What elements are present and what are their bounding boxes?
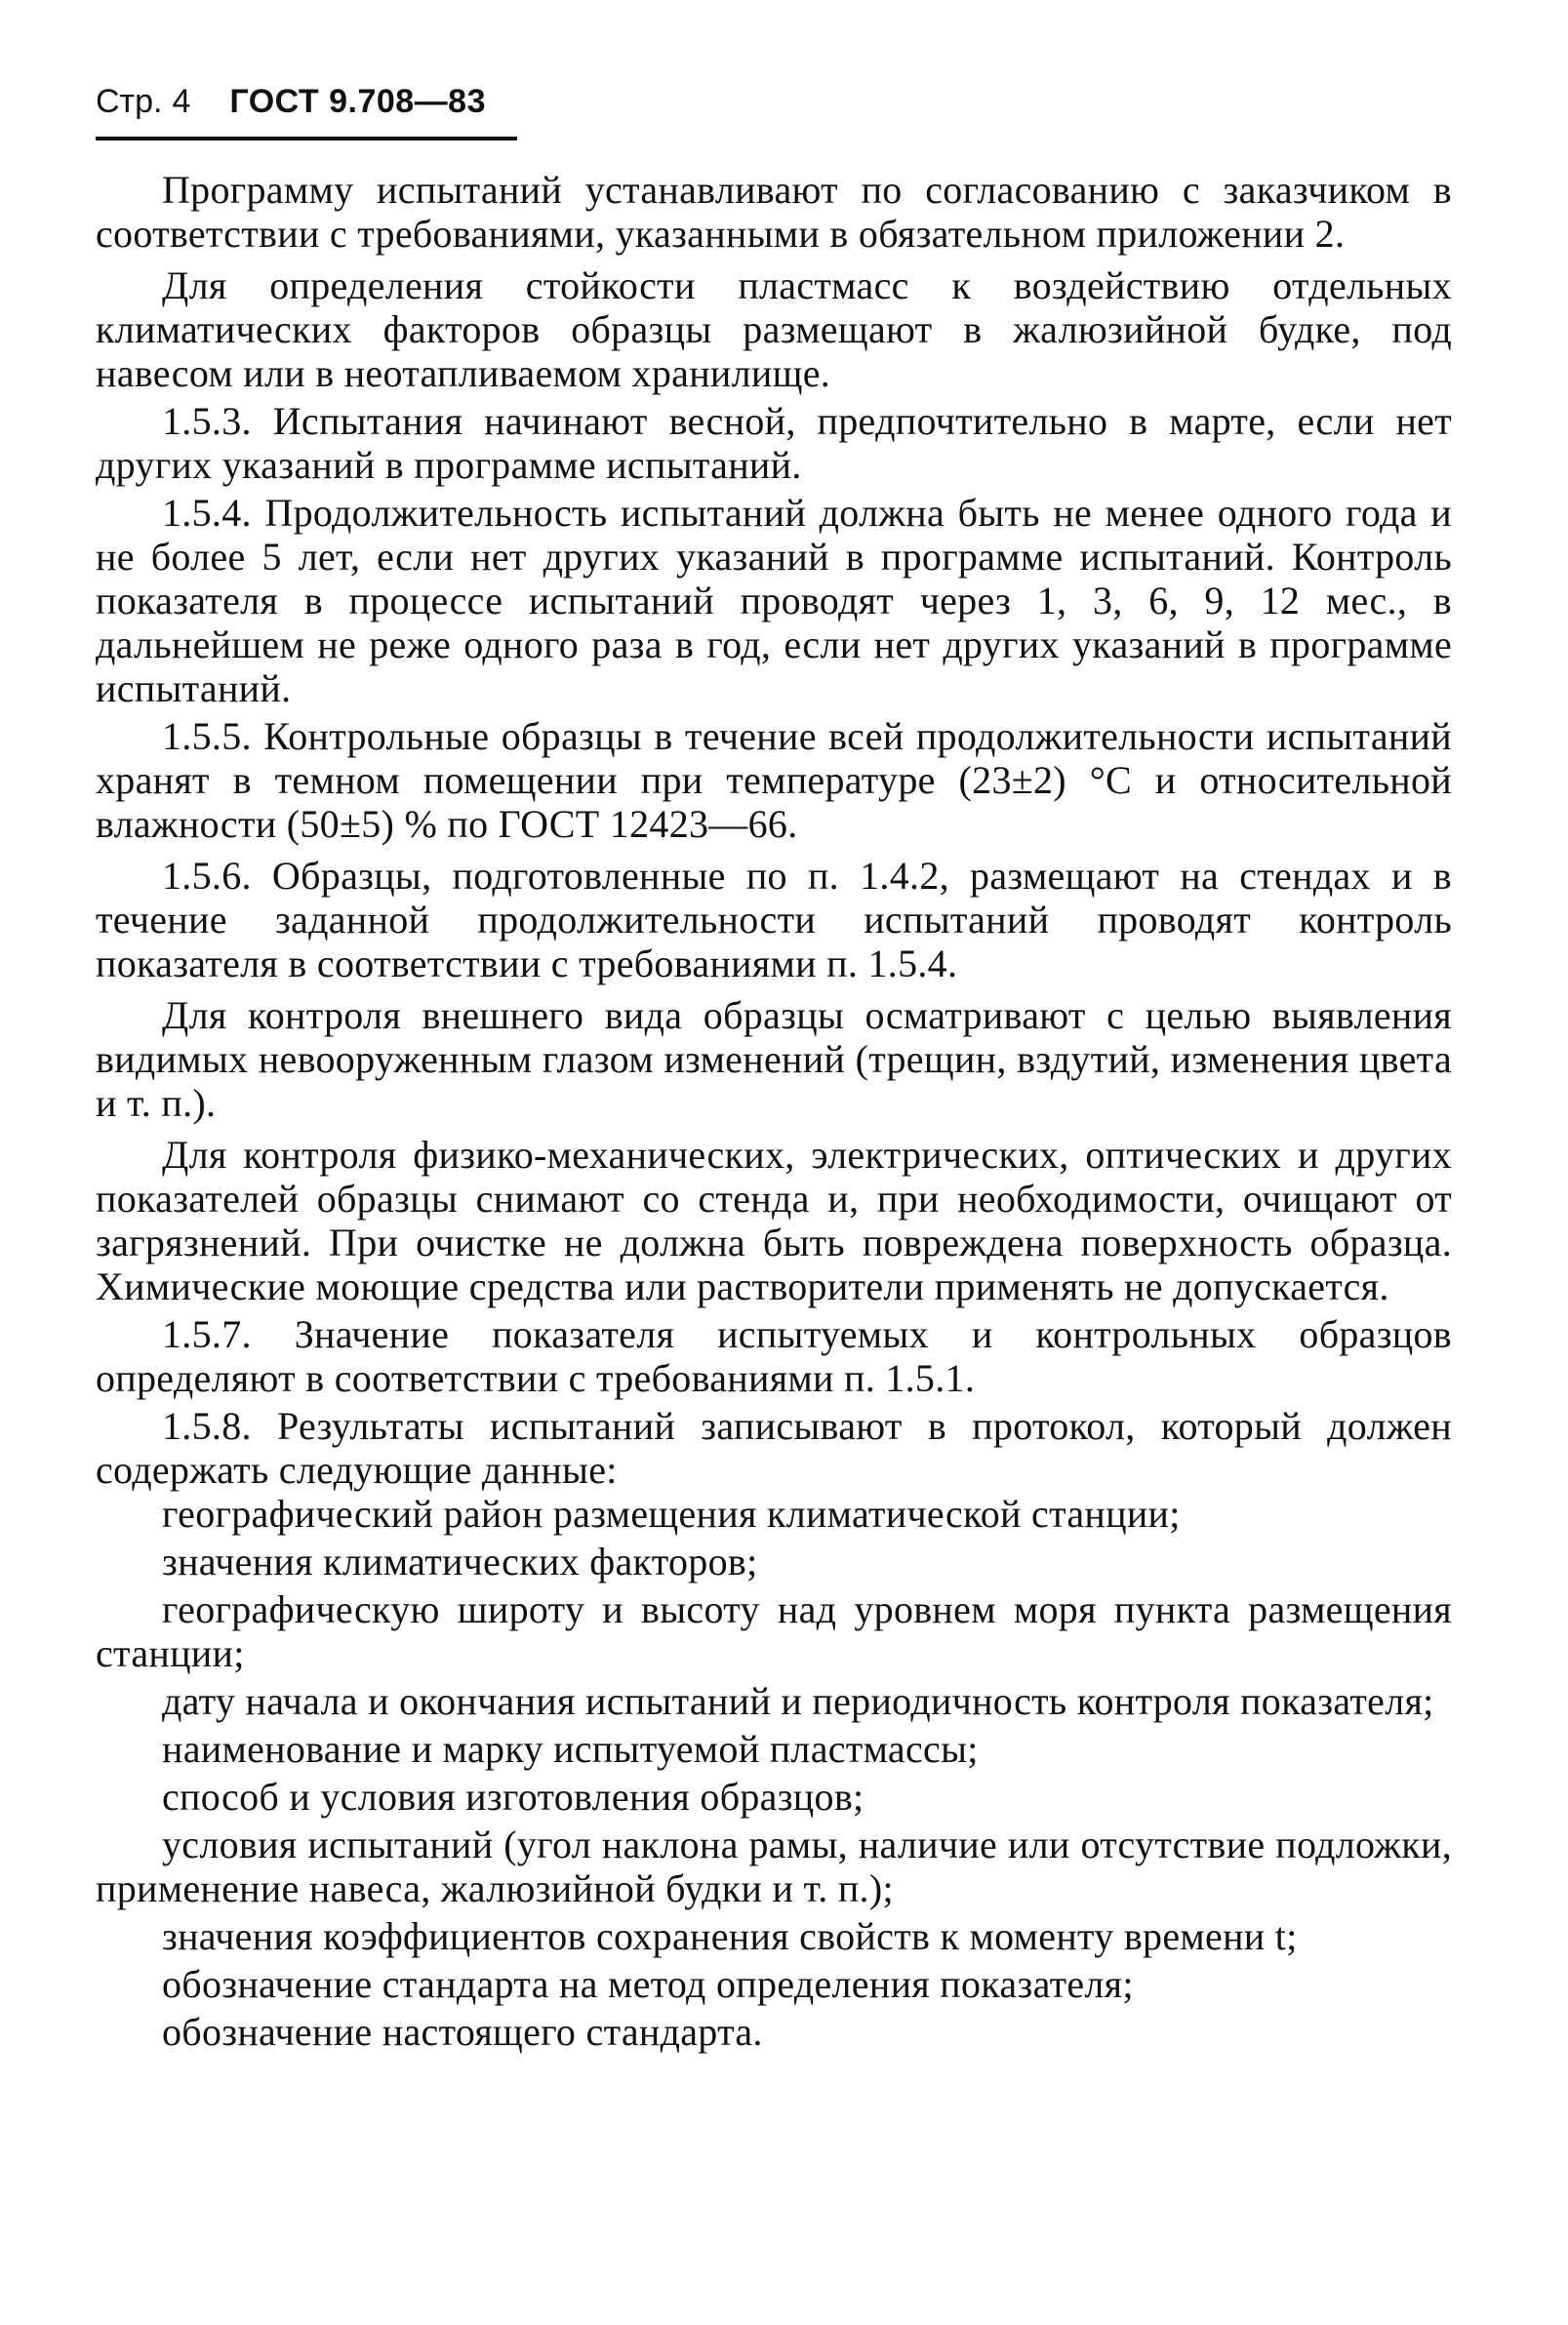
page-header [96, 80, 515, 123]
paragraph-1-5-6: 1.5.6. Образцы, подготовленные по п. 1.4.2, размещают на стендах и в течение заданной продолжительности испытаний проводят контроль показателя в соответствии с требованиями п. 1.5.4. [96, 854, 1452, 985]
paragraph-appearance-control: Для контроля внешнего вида образцы осматривают с целью выявления видимых невооруженным глазом изменений (трещин, вздутий, изменения цвета и т. п.). [96, 993, 1452, 1125]
header-rule [96, 137, 517, 140]
page-number: 4 [172, 83, 191, 120]
list-item: географическую широту и высоту над уровнем моря пункта размещения станции; [96, 1587, 1452, 1675]
list-item: обозначение стандарта на метод определения показателя; [162, 1962, 1134, 2006]
page-label: Стр. [96, 83, 163, 120]
protocol-data-list [96, 1492, 1452, 2054]
paragraph-program: Программу испытаний устанавливают по согласованию с заказчиком в соответствии с требованиями, указанными в обязательном приложении 2. [96, 168, 1452, 256]
paragraph-1-5-7: 1.5.7. Значение показателя испытуемых и контрольных образцов определяют в соответствии с требованиями п. 1.5.1. [96, 1312, 1452, 1400]
list-item: дату начала и окончания испытаний и периодичность контроля показателя; [162, 1679, 1434, 1723]
list-item: значения климатических факторов; [162, 1540, 758, 1583]
list-item: значения коэффициентов сохранения свойств к моменту времени t; [162, 1914, 1298, 1958]
list-item: наименование и марку испытуемой пластмассы; [162, 1727, 979, 1771]
list-item: географический район размещения климатической станции; [162, 1492, 1181, 1536]
document-body [96, 168, 1452, 2054]
list-item: обозначение настоящего стандарта. [162, 2010, 763, 2054]
list-item: способ и условия изготовления образцов; [162, 1775, 864, 1819]
paragraph-physical-control: Для контроля физико-механических, электрических, оптических и других показателей образцы снимают со стенда и, при необходимости, очищают от загрязнений. При очистке не должна быть повреждена поверхность образца. Химические моющие средства или растворители применять не допускается. [96, 1133, 1452, 1308]
list-item: условия испытаний (угол наклона рамы, наличие или отсутствие подложки, применение навеса, жалюзийной будки и т. п.); [96, 1823, 1452, 1910]
paragraph-placement: Для определения стойкости пластмасс к воздействию отдельных климатических факторов образцы размещают в жалюзийной будке, под навесом или в неотапливаемом хранилище. [96, 263, 1452, 395]
paragraph-1-5-3: 1.5.3. Испытания начинают весной, предпочтительно в марте, если нет других указаний в программе испытаний. [96, 399, 1452, 487]
paragraph-1-5-5: 1.5.5. Контрольные образцы в течение всей продолжительности испытаний хранят в темном помещении при температуре (23±2) °С и относительной влажности (50±5) % по ГОСТ 12423—66. [96, 714, 1452, 846]
paragraph-1-5-8: 1.5.8. Результаты испытаний записывают в протокол, который должен содержать следующие данные: [96, 1404, 1452, 1492]
standard-designation: ГОСТ 9.708—83 [229, 83, 487, 120]
paragraph-1-5-4: 1.5.4. Продолжительность испытаний должна быть не менее одного года и не более 5 лет, если нет других указаний в программе испытаний. Контроль показателя в процессе испытаний проводят через 1, 3, 6, 9, 12 мес., в дальнейшем не реже одного раза в год, если нет других указаний в программе испытаний. [96, 491, 1452, 710]
